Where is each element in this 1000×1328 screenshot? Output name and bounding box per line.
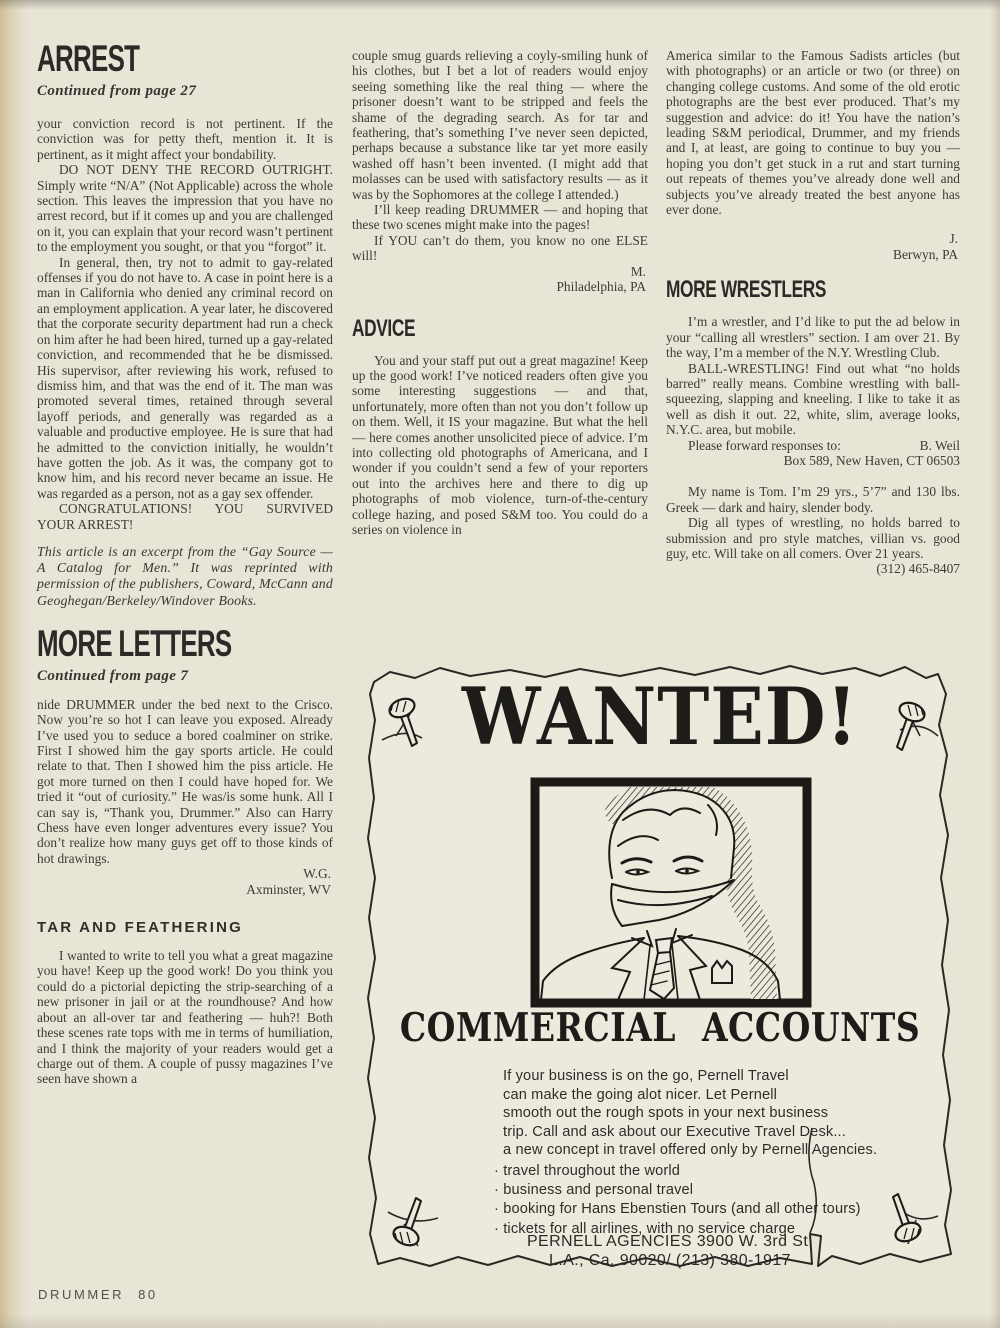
paragraph: I wanted to write to tell you what a great magazine you have! Keep up the good work! Do you think you could do a pictorial depicting the strip-searching of a new prisoner in jail or at the roundhouse? And how about an all-over tar and feathering — huh?! Both these scenes rate tops with me in terms of humiliation, and I think the majority of your readers would get a charge out of them. A couple of pussy magazines I’ve seen have shown a	[37, 948, 333, 1087]
forward-label: Please forward responses to:	[688, 437, 841, 453]
paragraph: I’ll keep reading DRUMMER — and hoping that these two scenes might make into the pages!	[352, 202, 648, 233]
poster-bullet-item: · booking for Hans Ebenstien Tours (and all other tours)	[494, 1200, 894, 1219]
forward-address: Box 589, New Haven, CT 06503	[783, 452, 960, 468]
left-column	[37, 40, 333, 1087]
poster-body-copy	[503, 1067, 893, 1160]
poster-title: WANTED!	[461, 670, 859, 764]
more-letters-heading-text: MORE LETTERS	[37, 622, 232, 664]
paragraph: nide DRUMMER under the bed next to the Crisco. Now you’re so hot I can leave you exposed. Already I’ve used you to seduce a bored coalminer on strike. First I showed him the gay sports article. He could relate to that. Then I showed him the piss article. He got more turned on then I could have hoped for. We tried it “out of curiosity.” He was/is some hunk. All I can say is, “Thank you, Drummer.” Also can Harry Chess have even longer adventures every issue? You don’t realize how many guys get off to those kinds of hot drawings.	[37, 696, 333, 866]
paragraph: couple smug guards relieving a coyly-smiling hunk of his clothes, but I bet a lot of readers would enjoy seeing something like the real thing — where the prisoner doesn’t want to be stripped and feels the shame of the degrading search. As for tar and feathering, that’s something I’ve never seen depicted, perhaps because a substance like tar yet more easily washed off hasn’t been invented. (I might add that molasses can be used with satisfactory results — as it was by the Sophomores at the college I attended.)	[352, 48, 648, 202]
scan-edge-right	[990, 0, 1000, 1328]
scan-edge-bottom	[0, 1314, 1000, 1328]
poster-address-line1: PERNELL AGENCIES 3900 W. 3rd St.	[526, 1233, 814, 1250]
paragraph: In general, then, try not to admit to gay-related offenses if you do not have to. A case in point here is a man in California who denied any criminal record on an employment application. A year later, he discovered that the corporate security department had run a check on him after he had been hired, turned up a gay-related conviction, and recommended that he be dismissed. His supervisor, after reviewing his work, refused to dismiss him, and that was the end of it. The man was promoted several times, retained through several layoff periods, and generally was regarded as a valuable and productive employee. He is sure that had he admitted to the conviction initially, he wouldn’t have gotten the job. As it was, the company got to know him, and his record never became an issue. He was regarded as a person, not as a gay sex offender.	[37, 254, 333, 501]
page-number: 80	[138, 1287, 158, 1302]
advice-heading-text: ADVICE	[352, 314, 416, 342]
wanted-poster-ad	[360, 650, 960, 1298]
paragraph: Dig all types of wrestling, no holds barred to submission and pro style matches, villian vs. good guy, etc. Will take on all comers. Over 21 years.	[666, 515, 960, 561]
signature-name: M.	[630, 263, 646, 279]
poster-body-line: a new concept in travel offered only by Pernell Agencies.	[503, 1142, 878, 1159]
masked-man-illustration	[535, 782, 807, 1003]
poster-bullet-item: · business and personal travel	[494, 1181, 894, 1200]
scan-edge-top	[0, 0, 1000, 10]
signature-place: Axminster, WV	[246, 881, 331, 897]
wrestlers-heading-text: MORE WRESTLERS	[666, 276, 827, 304]
paragraph: You and your staff put out a great magazine! Keep up the good work! I’ve noticed readers often give you some interesting suggestions — and that, unfortunately, more often than not you don’t follow up on them. Well, it IS your magazine. But what the hell — here comes another unsolicited piece of advice. I’m into collecting old photographs of Americana, and I wonder if you couldn’t send a few of your reporters out into the archives here and there to dig up photographs of mob violence, turn-of-the-century college hazing, and posed S&M too. You could do a series on violence in	[352, 352, 648, 537]
paragraph: If YOU can’t do them, you know no one ELSE will!	[352, 232, 648, 264]
paragraph: BALL-WRESTLING! Find out what “no holds barred” really means. Combine wrestling with ball-squeezing, slapping and kneeling. I like to take it as well as dish it out. 22, white, slim, average looks, N.Y.C. area, but mobile.	[666, 360, 960, 438]
magazine-name: DRUMMER	[38, 1287, 125, 1302]
poster-body-line: trip. Call and ask about our Executive Travel Desk...	[503, 1123, 846, 1140]
poster-bullet-item: · tickets for all airlines, with no service charge	[494, 1220, 894, 1239]
paragraph: DO NOT DENY THE RECORD OUTRIGHT. Simply write “N/A” (Not Applicable) across the whole section. This leaves the impression that you have no arrest record, but if it comes up and you are challenged on it, you can explain that your record wasn’t pertinent to the employment you sought, or that you “forgot” it.	[37, 162, 333, 255]
signature-place: Berwyn, PA	[893, 246, 958, 262]
poster-body-line: can make the going alot nicer. Let Pernell	[503, 1086, 778, 1103]
paragraph: your conviction record is not pertinent. If the conviction was for petty theft, mention it. It is pertinent, as it might affect your bondability.	[37, 116, 333, 162]
poster-address-line2: L.A., Ca. 90020/ (213) 380-1917	[549, 1252, 791, 1269]
poster-bullet-list	[494, 1162, 894, 1239]
poster-body-line: If your business is on the go, Pernell Travel	[503, 1068, 789, 1084]
phone-number: (312) 465-8407	[876, 561, 960, 577]
arrest-heading	[37, 40, 333, 77]
poster-subtitle: COMMERCIAL ACCOUNTS	[399, 1004, 921, 1051]
paragraph: America similar to the Famous Sadists articles (but with photographs) or an article or two (or three) on changing college customs. And some of the old erotic photographs are the best ever produced. That’s my suggestion and advice: do it! You have the nation’s leading S&M periodical, Drummer, and my friends and I, at least, are going to continue to buy you — hoping you don’t get stuck in a rut and start turning out repeats of themes you’ve already done well and subjects you’ve already treated the best anyone has ever done.	[666, 48, 960, 218]
signature-place: Philadelphia, PA	[556, 279, 646, 295]
excerpt-note: This article is an excerpt from the “Gay Source — A Catalog for Men.” It was reprinted with permission of the publishers, Coward, McCann and Geoghegan/Berkeley/Windover Books.	[37, 543, 333, 608]
signature-name: W.G.	[303, 866, 331, 882]
poster-body-line: smooth out the rough spots in your next business	[503, 1105, 829, 1122]
poster-bullet-item: · travel throughout the world	[494, 1162, 894, 1181]
more-letters-heading	[37, 622, 333, 664]
forward-name: B. Weil	[919, 437, 960, 453]
paragraph: My name is Tom. I’m 29 yrs., 5’7” and 130 lbs. Greek — dark and hairy, slender body.	[666, 484, 960, 515]
wrestlers-heading	[666, 278, 960, 302]
page-footer	[38, 1287, 158, 1302]
arrest-continued-note: Continued from page 27	[37, 83, 197, 99]
middle-column	[352, 40, 648, 537]
paragraph: I’m a wrestler, and I’d like to put the ad below in your “calling all wrestlers” section. I am over 21. By the way, I’m a member of the N.Y. Wrestling Club.	[666, 314, 960, 361]
more-letters-continued-note: Continued from page 7	[37, 667, 189, 684]
poster-address	[420, 1232, 920, 1270]
scan-edge-left	[0, 0, 28, 1328]
arrest-heading-text: ARREST	[37, 38, 140, 79]
right-column	[666, 40, 960, 577]
signature-name: J.	[949, 231, 958, 247]
paragraph: CONGRATULATIONS! YOU SURVIVED YOUR ARREST!	[37, 501, 333, 532]
advice-heading	[352, 314, 648, 342]
tar-heading: TAR AND FEATHERING	[37, 919, 243, 937]
forward-responses-line	[666, 438, 960, 453]
